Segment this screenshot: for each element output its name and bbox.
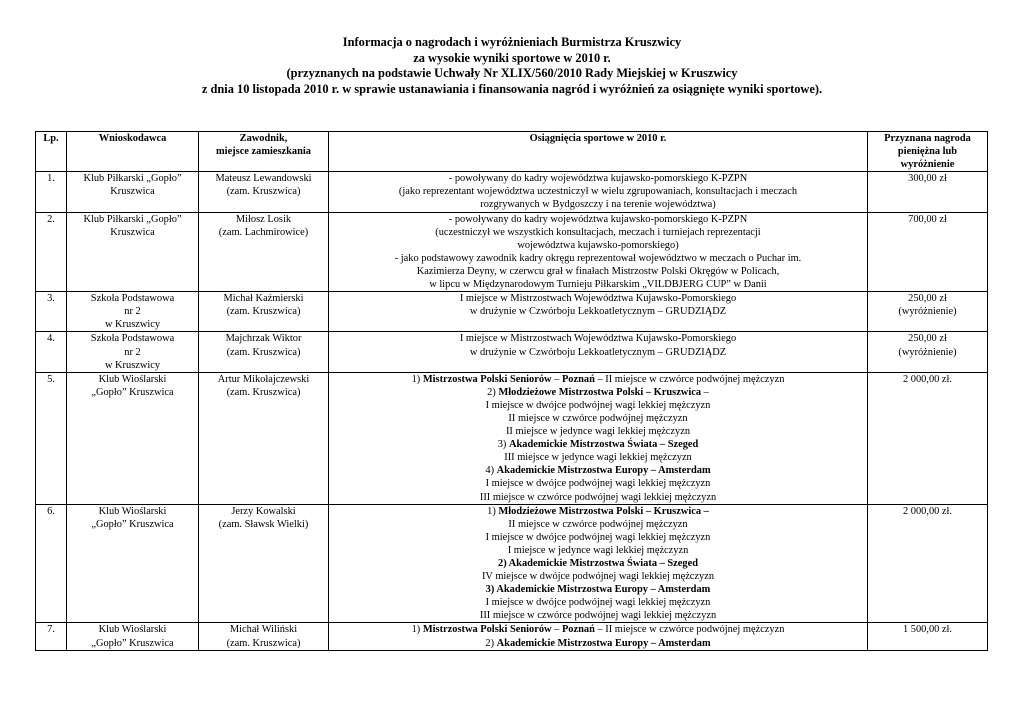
award-cell <box>868 504 988 623</box>
header-cell-line: Osiągnięcia sportowe w 2010 r. <box>529 133 667 144</box>
achievement-event-name: Młodzieżowe Mistrzostwa Polski – Kruszwica – <box>498 505 709 517</box>
achievement-line <box>331 477 865 490</box>
applicant-cell <box>67 332 199 372</box>
achievement-event-name: Akademickie Mistrzostwa Świata – Szeged <box>508 439 699 451</box>
achievement-line <box>331 412 865 425</box>
achievement-line <box>331 557 865 570</box>
cell-line: 250,00 zł <box>908 293 947 305</box>
achievement-text: 1) <box>411 373 423 385</box>
achievements-cell <box>329 372 868 504</box>
athlete-cell <box>199 292 329 332</box>
lp-cell <box>36 504 67 623</box>
achievements-cell <box>329 212 868 292</box>
header-line: z dnia 10 listopada 2010 r. w sprawie ustanawiania i finansowania nagród i wyróżnień za osiągnięte wyniki sportowe). <box>201 81 823 96</box>
cell-line: (zam. Kruszwica) <box>226 186 301 198</box>
applicant-cell <box>67 372 199 504</box>
achievement-text: w drużynie w Czwórboju Lekkoatletycznym – GRUDZIĄDZ <box>469 306 727 318</box>
award-cell <box>868 623 988 650</box>
achievement-line <box>331 570 865 583</box>
achievement-line <box>331 583 865 596</box>
achievement-event-name: Mistrzostwa Polski Seniorów <box>422 624 552 636</box>
achievement-text: I miejsce w jedynce wagi lekkiej mężczyzn <box>507 544 689 556</box>
achievement-line <box>331 637 865 650</box>
award-cell <box>868 212 988 292</box>
athlete-cell <box>199 372 329 504</box>
cell-line: 2 000,00 zł. <box>902 505 953 517</box>
table-header-row <box>36 132 988 172</box>
lp-cell <box>36 292 67 332</box>
cell-line: 6. <box>47 505 55 517</box>
achievement-line <box>331 596 865 609</box>
athlete-cell <box>199 172 329 212</box>
achievement-text: województwa kujawsko-pomorskiego) <box>517 239 679 251</box>
achievement-text: (jako reprezentant województwa uczestniczył w wielu zgrupowaniach, konsultacjach i meczach <box>398 186 798 198</box>
lp-cell <box>36 623 67 650</box>
header-cell-lp <box>36 132 67 172</box>
cell-line: Miłosz Losik <box>235 213 292 225</box>
achievement-line <box>331 278 865 291</box>
achievement-line <box>331 425 865 438</box>
lp-cell <box>36 372 67 504</box>
cell-line: Artur Mikołajczewski <box>217 373 310 385</box>
applicant-cell <box>67 292 199 332</box>
cell-line: (zam. Kruszwica) <box>226 346 301 358</box>
achievement-event-name: Poznań <box>561 373 595 385</box>
cell-line: 250,00 zł <box>908 333 947 345</box>
cell-line: (wyróżnienie) <box>898 346 957 358</box>
athlete-cell <box>199 332 329 372</box>
achievement-text: IV miejsce w dwójce podwójnej wagi lekkiej mężczyzn <box>481 571 715 583</box>
cell-line: 5. <box>47 373 55 385</box>
achievement-line <box>331 544 865 557</box>
applicant-cell <box>67 172 199 212</box>
awards-table-body <box>36 172 988 650</box>
cell-line: Mateusz Lewandowski <box>215 173 312 185</box>
achievement-line <box>331 226 865 239</box>
applicant-cell <box>67 623 199 650</box>
achievement-line <box>331 451 865 464</box>
achievement-event-name: Akademickie Mistrzostwa Europy – Amsterdam <box>496 465 711 477</box>
achievement-text: 2) <box>485 637 497 649</box>
cell-line: 7. <box>47 624 55 636</box>
header-cell-line: miejsce zamieszkania <box>216 146 311 158</box>
cell-line: Klub Piłkarski „Gopło” <box>83 173 182 185</box>
cell-line: (zam. Sławsk Wielki) <box>218 518 309 530</box>
achievement-text: w lipcu w Międzynarodowym Turnieju Piłkarskim „VILDBJERG CUP” w Danii <box>429 279 767 291</box>
achievement-text: I miejsce w dwójce podwójnej wagi lekkiej mężczyzn <box>485 597 711 609</box>
header-cell-award <box>868 132 988 172</box>
header-cell-line: Zawodnik, <box>239 133 288 144</box>
cell-line: nr 2 <box>124 306 141 318</box>
cell-line: (zam. Kruszwica) <box>226 306 301 318</box>
applicant-cell <box>67 212 199 292</box>
table-row <box>36 504 988 623</box>
achievement-text: II miejsce w czwórce podwójnej mężczyzn <box>508 518 688 530</box>
achievement-text: III miejsce w jedynce wagi lekkiej mężczyzn <box>504 452 692 464</box>
achievement-line <box>331 373 865 386</box>
header-cell-line: Lp. <box>43 133 59 144</box>
cell-line: (zam. Kruszwica) <box>226 637 301 649</box>
achievement-text: – <box>551 624 562 636</box>
achievement-text: I miejsce w dwójce podwójnej wagi lekkiej mężczyzn <box>485 531 711 543</box>
header-line: (przyznanych na podstawie Uchwały Nr XLIX/560/2010 Rady Miejskiej w Kruszwicy <box>286 66 738 81</box>
achievements-cell <box>329 292 868 332</box>
achievement-event-name: 3) Akademickie Mistrzostwa Europy – Amsterdam <box>485 584 711 596</box>
lp-cell <box>36 172 67 212</box>
cell-line: 1 500,00 zł. <box>902 624 953 636</box>
achievement-text: III miejsce w czwórce podwójnej wagi lekkiej mężczyzn <box>479 491 717 503</box>
achievement-line <box>331 239 865 252</box>
header-cell-line: wyróżnienie <box>900 159 955 171</box>
achievement-event-name: Akademickie Mistrzostwa Europy – Amsterdam <box>496 637 711 649</box>
achievement-event-name: Młodzieżowe Mistrzostwa Polski – Kruszwica <box>498 386 702 398</box>
achievements-cell <box>329 172 868 212</box>
achievement-text: Kazimierza Deyny, w czerwcu grał w finałach Mistrzostw Polski Okręgów w Policach, <box>416 265 780 277</box>
cell-line: (wyróżnienie) <box>898 306 957 318</box>
achievement-line <box>331 491 865 504</box>
cell-line: nr 2 <box>124 346 141 358</box>
achievement-event-name: 2) Akademickie Mistrzostwa Świata – Szeged <box>498 558 698 569</box>
achievement-text: II miejsce w czwórce podwójnej mężczyzn <box>508 412 688 424</box>
achievement-text: I miejsce w dwójce podwójnej wagi lekkiej mężczyzn <box>485 399 711 411</box>
cell-line: 2 000,00 zł. <box>902 373 953 385</box>
achievement-text: 1) <box>411 624 423 636</box>
cell-line: Michał Kaźmierski <box>223 293 304 305</box>
athlete-cell <box>199 212 329 292</box>
table-row <box>36 372 988 504</box>
table-row <box>36 292 988 332</box>
achievement-line <box>331 438 865 451</box>
cell-line: 700,00 zł <box>908 213 947 225</box>
achievement-line <box>331 213 865 226</box>
achievement-line <box>331 332 865 345</box>
award-cell <box>868 292 988 332</box>
achievements-cell <box>329 332 868 372</box>
achievement-text: 1) <box>487 505 499 517</box>
cell-line: Klub Wioślarski <box>98 373 167 385</box>
achievement-line <box>331 198 865 211</box>
header-cell-line: pieniężna lub <box>897 146 958 158</box>
achievement-text: 2) <box>487 386 499 398</box>
achievement-text: – <box>551 373 562 385</box>
header-cell-applicant <box>67 132 199 172</box>
cell-line: Szkoła Podstawowa <box>90 293 175 305</box>
achievement-line <box>331 172 865 185</box>
cell-line: (zam. Lachmirowice) <box>218 226 309 238</box>
cell-line: Klub Piłkarski „Gopło” <box>83 213 182 225</box>
cell-line: (zam. Kruszwica) <box>226 386 301 398</box>
achievement-event-name: Mistrzostwa Polski Seniorów <box>422 373 552 385</box>
achievements-cell <box>329 504 868 623</box>
achievement-text: - powoływany do kadry województwa kujawsko-pomorskiego K-PZPN <box>448 173 748 185</box>
achievement-line <box>331 399 865 412</box>
achievements-cell <box>329 623 868 650</box>
header-cell-line: Przyznana nagroda <box>884 133 971 144</box>
achievement-text: I miejsce w Mistrzostwach Województwa Kujawsko-Pomorskiego <box>459 293 737 305</box>
document-header <box>0 35 1024 97</box>
header-cell-line: Wnioskodawca <box>98 133 167 144</box>
achievement-text: (uczestniczył we wszystkich konsultacjach, meczach i turniejach reprezentacji <box>435 226 761 238</box>
achievement-text: II miejsce w jedynce wagi lekkiej mężczyzn <box>505 426 691 438</box>
cell-line: Szkoła Podstawowa <box>90 333 175 345</box>
achievement-text: 3) <box>497 439 509 451</box>
cell-line: „Gopło” Kruszwica <box>91 518 174 530</box>
lp-cell <box>36 212 67 292</box>
cell-line: Michał Wiliński <box>229 624 298 636</box>
award-cell <box>868 372 988 504</box>
award-cell <box>868 172 988 212</box>
header-line: za wysokie wyniki sportowe w 2010 r. <box>413 50 611 65</box>
awards-table <box>35 131 988 651</box>
cell-line: Majchrzak Wiktor <box>225 333 302 345</box>
achievement-text: – <box>701 386 709 398</box>
achievement-text: – II miejsce w czwórce podwójnej mężczyzn <box>594 624 785 636</box>
header-cell-achievements <box>329 132 868 172</box>
lp-cell <box>36 332 67 372</box>
cell-line: 2. <box>47 213 55 225</box>
cell-line: Kruszwica <box>110 226 155 238</box>
athlete-cell <box>199 623 329 650</box>
achievement-text: I miejsce w Mistrzostwach Województwa Kujawsko-Pomorskiego <box>459 333 737 345</box>
achievement-event-name: Poznań <box>561 624 595 636</box>
achievement-text: III miejsce w czwórce podwójnej wagi lekkiej mężczyzn <box>479 610 717 622</box>
cell-line: Jerzy Kowalski <box>231 505 296 517</box>
achievement-text: rozgrywanych w Bydgoszczy i na terenie województwa) <box>480 199 716 211</box>
achievement-text: - jako podstawowy zawodnik kadry okręgu reprezentował województwo w meczach o Puchar im. <box>394 252 802 264</box>
achievement-line <box>331 292 865 305</box>
cell-line: 4. <box>47 333 55 345</box>
award-cell <box>868 332 988 372</box>
achievement-line <box>331 346 865 359</box>
achievement-line <box>331 623 865 636</box>
achievement-line <box>331 518 865 531</box>
cell-line: 3. <box>47 293 55 305</box>
achievement-line <box>331 305 865 318</box>
achievement-text: – II miejsce w czwórce podwójnej mężczyzn <box>594 373 785 385</box>
table-row <box>36 172 988 212</box>
cell-line: 300,00 zł <box>908 173 947 185</box>
achievement-line <box>331 505 865 518</box>
achievement-line <box>331 386 865 399</box>
achievement-line <box>331 531 865 544</box>
achievement-line <box>331 265 865 278</box>
applicant-cell <box>67 504 199 623</box>
achievement-text: w drużynie w Czwórboju Lekkoatletycznym – GRUDZIĄDZ <box>469 346 727 358</box>
achievement-text: I miejsce w dwójce podwójnej wagi lekkiej mężczyzn <box>485 478 711 490</box>
cell-line: Klub Wioślarski <box>98 505 167 517</box>
cell-line: Kruszwica <box>110 186 155 198</box>
achievement-text: 4) <box>485 465 497 477</box>
achievement-line <box>331 252 865 265</box>
table-row <box>36 623 988 650</box>
athlete-cell <box>199 504 329 623</box>
header-line: Informacja o nagrodach i wyróżnieniach Burmistrza Kruszwicy <box>342 35 682 49</box>
table-row <box>36 212 988 292</box>
cell-line: w Kruszwicy <box>104 319 161 331</box>
cell-line: w Kruszwicy <box>104 359 161 371</box>
cell-line: „Gopło” Kruszwica <box>91 637 174 649</box>
cell-line: „Gopło” Kruszwica <box>91 386 174 398</box>
table-row <box>36 332 988 372</box>
header-cell-athlete <box>199 132 329 172</box>
achievement-text: - powoływany do kadry województwa kujawsko-pomorskiego K-PZPN <box>448 213 748 225</box>
achievement-line <box>331 609 865 622</box>
achievement-line <box>331 464 865 477</box>
cell-line: 1. <box>47 173 55 185</box>
achievement-line <box>331 185 865 198</box>
cell-line: Klub Wioślarski <box>98 624 167 636</box>
